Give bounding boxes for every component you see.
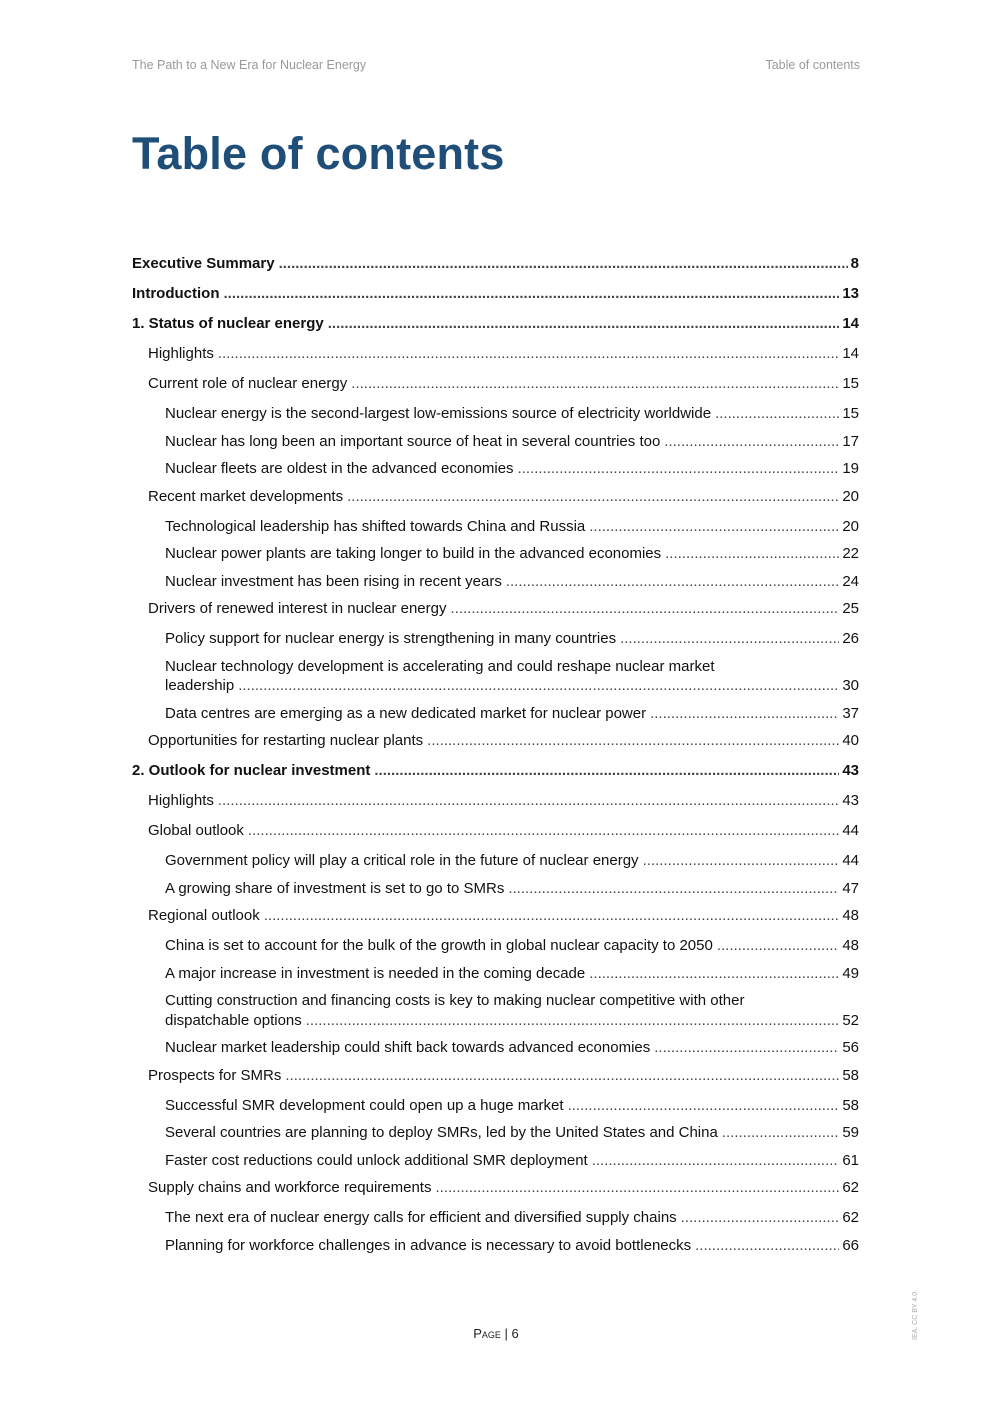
toc-entry-subsection[interactable] (132, 964, 859, 992)
toc-entry-subsection[interactable] (132, 1123, 859, 1151)
toc-entry-label: Executive Summary (132, 255, 275, 272)
toc-page-number: 58 (842, 1096, 859, 1114)
license-note: IEA. CC BY 4.0. (912, 1289, 919, 1340)
toc-page-number: 37 (842, 704, 859, 722)
dot-leader (427, 731, 839, 750)
toc-entry-subsection[interactable] (132, 459, 859, 487)
toc-entry-label: Faster cost reductions could unlock additional SMR deployment (165, 1151, 588, 1169)
toc-entry-label: Planning for workforce challenges in advance is necessary to avoid bottlenecks (165, 1236, 692, 1254)
toc-entry-label: Introduction (132, 285, 220, 302)
toc-entry-subsection[interactable] (132, 1151, 859, 1179)
toc-entry-section[interactable] (132, 487, 859, 517)
toc-entry-subsection[interactable] (132, 936, 859, 964)
toc-entry-section[interactable] (132, 791, 859, 821)
dot-leader (279, 254, 848, 273)
toc-page-number: 19 (842, 460, 859, 477)
toc-entry-label-line2: leadership (165, 677, 235, 694)
dot-leader (654, 1038, 839, 1057)
toc-entry-section[interactable] (132, 374, 859, 404)
dot-leader (351, 374, 839, 393)
toc-entry-section[interactable] (132, 1178, 859, 1208)
toc-entry-label: Government policy will play a critical role in the future of nuclear energy (165, 852, 639, 869)
dot-leader (695, 1236, 839, 1255)
toc-entry-label: Policy support for nuclear energy is strengthening in many countries (165, 630, 617, 647)
toc-entry-label: Nuclear has long been an important source of heat in several countries too (165, 432, 661, 450)
toc-page-number: 24 (842, 572, 859, 590)
table-of-contents (132, 254, 859, 1263)
footer-page-word: Page (473, 1326, 501, 1341)
toc-entry-subsection[interactable] (132, 704, 859, 732)
toc-entry-label: Highlights (148, 792, 214, 809)
toc-entry-label: A major increase in investment is needed in the coming decade (165, 964, 586, 982)
toc-entry-subsection[interactable] (132, 629, 859, 657)
toc-entry-subsection[interactable] (132, 432, 859, 460)
dot-leader (374, 761, 839, 780)
toc-entry-label: Nuclear energy is the second-largest low-emissions source of electricity worldwide (165, 405, 712, 422)
toc-page-number: 26 (842, 630, 859, 647)
footer-page-number: 6 (511, 1326, 519, 1341)
toc-entry-label-line1: Cutting construction and financing costs is key to making nuclear competitive with other (165, 992, 745, 1009)
toc-entry-introduction[interactable] (132, 284, 859, 314)
dot-leader (223, 284, 839, 303)
dot-leader (643, 851, 840, 870)
toc-entry-subsection[interactable] (132, 1208, 859, 1236)
dot-leader (238, 676, 839, 695)
toc-page-number: 14 (842, 315, 859, 332)
toc-entry-label: Recent market developments (148, 487, 344, 505)
toc-page-number: 13 (842, 285, 859, 302)
dot-leader (506, 572, 839, 591)
toc-entry-subsection[interactable] (132, 657, 859, 704)
toc-entry-section[interactable] (132, 1066, 859, 1096)
dot-leader (285, 1066, 839, 1085)
toc-entry-section[interactable] (132, 731, 859, 761)
toc-entry-label: Nuclear power plants are taking longer to build in the advanced economies (165, 545, 662, 562)
toc-entry-chapter-1[interactable] (132, 314, 859, 344)
toc-page-number: 20 (842, 487, 859, 505)
toc-entry-label: Prospects for SMRs (148, 1066, 282, 1084)
toc-page-number: 49 (842, 964, 859, 982)
toc-entry-subsection[interactable] (132, 1096, 859, 1124)
dot-leader (681, 1208, 840, 1227)
toc-entry-label: Nuclear investment has been rising in recent years (165, 572, 502, 590)
toc-page-number: 62 (842, 1179, 859, 1196)
toc-page-number: 17 (842, 432, 859, 450)
dot-leader (568, 1096, 840, 1115)
toc-page-number: 56 (842, 1039, 859, 1056)
toc-entry-label: Several countries are planning to deploy SMRs, led by the United States and China (165, 1124, 718, 1141)
toc-entry-line2 (165, 676, 859, 695)
toc-page-number: 15 (842, 405, 859, 422)
toc-entry-subsection[interactable] (132, 1236, 859, 1264)
footer-separator: | (500, 1326, 512, 1341)
toc-entry-label: Supply chains and workforce requirements (148, 1179, 432, 1196)
toc-entry-label: Highlights (148, 345, 214, 362)
toc-entry-label: Data centres are emerging as a new dedicated market for nuclear power (165, 704, 647, 722)
dot-leader (508, 879, 839, 898)
page-footer (0, 1326, 992, 1341)
header-section-title: Table of contents (765, 58, 860, 72)
toc-page-number: 40 (842, 732, 859, 749)
toc-entry-subsection[interactable] (132, 1038, 859, 1066)
toc-page-number: 20 (842, 517, 859, 535)
toc-page-number: 8 (850, 255, 859, 272)
toc-entry-section[interactable] (132, 599, 859, 629)
toc-page-number: 59 (842, 1124, 859, 1141)
toc-entry-subsection[interactable] (132, 404, 859, 432)
header-document-title: The Path to a New Era for Nuclear Energy (132, 58, 367, 72)
toc-page-number: 47 (842, 879, 859, 897)
dot-leader (328, 314, 840, 333)
toc-entry-subsection[interactable] (132, 517, 859, 545)
toc-page-number: 48 (842, 907, 859, 924)
dot-leader (518, 459, 840, 478)
toc-page-number: 25 (842, 600, 859, 617)
toc-entry-subsection[interactable] (132, 991, 859, 1038)
toc-entry-label: Global outlook (148, 822, 244, 839)
toc-page-number: 15 (842, 375, 859, 392)
dot-leader (589, 964, 839, 983)
dot-leader (592, 1151, 840, 1170)
page-title: Table of contents (132, 128, 505, 179)
toc-page-number: 58 (842, 1066, 859, 1084)
dot-leader (264, 906, 840, 925)
toc-entry-label-line1: Nuclear technology development is accelerating and could reshape nuclear market (165, 657, 715, 675)
toc-entry-label: Nuclear market leadership could shift back towards advanced economies (165, 1039, 651, 1056)
dot-leader (450, 599, 839, 618)
toc-page-number: 61 (842, 1151, 859, 1169)
dot-leader (715, 404, 839, 423)
toc-page-number: 43 (842, 762, 859, 779)
toc-entry-subsection[interactable] (132, 572, 859, 600)
dot-leader (218, 344, 839, 363)
dot-leader (306, 1011, 840, 1030)
toc-entry-label: Nuclear fleets are oldest in the advanced economies (165, 460, 514, 477)
toc-entry-label: 2. Outlook for nuclear investment (132, 762, 371, 779)
toc-entry-label: Regional outlook (148, 907, 260, 924)
toc-entry-label: China is set to account for the bulk of the growth in global nuclear capacity to 2050 (165, 937, 713, 954)
toc-entry-chapter-2[interactable] (132, 761, 859, 791)
toc-entry-label: Technological leadership has shifted towards China and Russia (165, 517, 586, 535)
toc-page-number: 52 (842, 1011, 859, 1029)
toc-entry-label: Drivers of renewed interest in nuclear energy (148, 600, 447, 617)
dot-leader (218, 791, 839, 810)
toc-entry-section[interactable] (132, 906, 859, 936)
toc-entry-label: A growing share of investment is set to go to SMRs (165, 879, 505, 897)
toc-entry-label: Opportunities for restarting nuclear plants (148, 732, 424, 749)
toc-page-number: 44 (842, 852, 859, 869)
dot-leader (717, 936, 839, 955)
toc-entry-label: 1. Status of nuclear energy (132, 315, 324, 332)
toc-page-number: 66 (842, 1236, 859, 1254)
running-header (132, 58, 860, 72)
toc-page-number: 22 (842, 545, 859, 562)
dot-leader (650, 704, 839, 723)
toc-entry-section[interactable] (132, 821, 859, 851)
dot-leader (435, 1178, 839, 1197)
toc-entry-section[interactable] (132, 344, 859, 374)
toc-page-number: 43 (842, 792, 859, 809)
toc-page-number: 30 (842, 677, 859, 694)
toc-entry-label: The next era of nuclear energy calls for efficient and diversified supply chains (165, 1209, 677, 1226)
toc-entry-line2 (165, 1011, 859, 1030)
toc-entry-label: Current role of nuclear energy (148, 375, 348, 392)
toc-page-number: 62 (842, 1209, 859, 1226)
dot-leader (248, 821, 839, 840)
dot-leader (347, 487, 839, 506)
dot-leader (620, 629, 839, 648)
toc-entry-label-line2: dispatchable options (165, 1011, 302, 1029)
toc-entry-subsection[interactable] (132, 544, 859, 572)
toc-page-number: 44 (842, 822, 859, 839)
dot-leader (589, 517, 839, 536)
toc-entry-executive-summary[interactable] (132, 254, 859, 284)
dot-leader (665, 544, 839, 563)
dot-leader (664, 432, 839, 451)
toc-page-number: 14 (842, 345, 859, 362)
toc-page-number: 48 (842, 937, 859, 954)
dot-leader (722, 1123, 839, 1142)
toc-entry-subsection[interactable] (132, 879, 859, 907)
toc-entry-label: Successful SMR development could open up a huge market (165, 1096, 564, 1114)
toc-entry-subsection[interactable] (132, 851, 859, 879)
